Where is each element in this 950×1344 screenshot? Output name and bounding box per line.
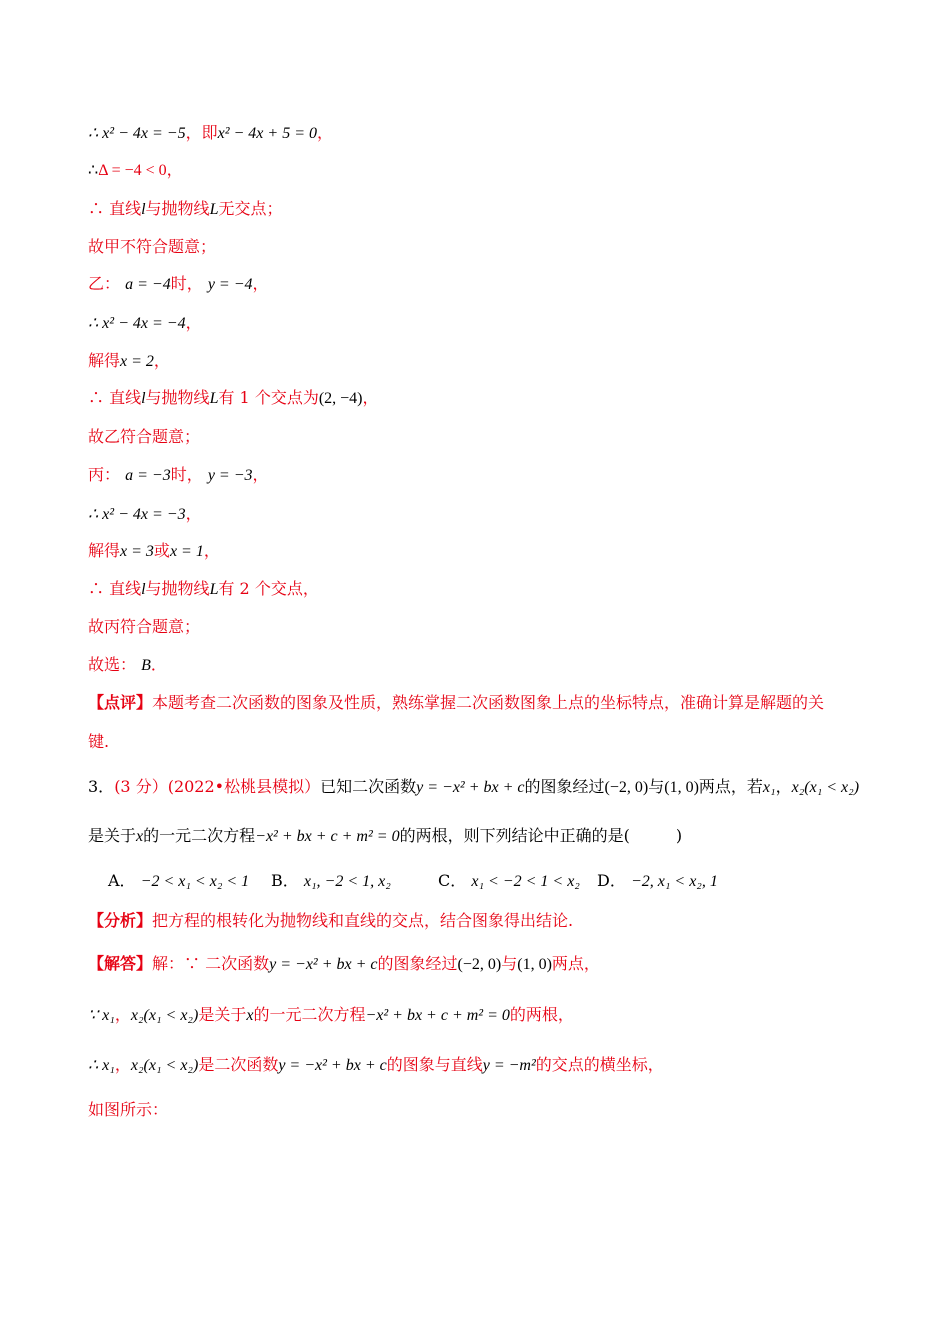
math-var: L: [209, 390, 219, 407]
math-var: x: [246, 1007, 254, 1024]
math-expr: y = −x² + bx + c: [278, 1057, 387, 1074]
text: 是关于: [88, 826, 137, 845]
math-expr: ∴ x² − 4x = −5: [88, 125, 186, 142]
math-expr: (2, −4): [318, 390, 363, 407]
text: 的图象与直线: [386, 1055, 483, 1074]
text: 故选：: [88, 655, 137, 674]
text: ，: [185, 313, 202, 332]
math-expr: y = −x² + bx + c: [416, 779, 525, 796]
text: 与抛物线: [145, 579, 210, 598]
math-expr: (−2, 0): [457, 956, 502, 973]
text: 解得: [88, 541, 121, 560]
math-expr: ∴ x² − 4x = −3: [88, 506, 186, 523]
text: 两点，若: [698, 777, 763, 796]
option-c: [438, 870, 580, 893]
text: 故甲不符合题意；: [88, 237, 217, 256]
option-label: D．: [597, 871, 626, 890]
math-var: l: [141, 390, 146, 407]
solution-line-9: [88, 426, 200, 448]
math-expr: a = −4: [125, 276, 171, 293]
text: 时，: [170, 465, 203, 484]
text: 本题考查二次函数的图象及性质，熟练掌握二次函数图象上点的坐标特点，准确计算是解题的关: [152, 693, 825, 712]
answer-tag: 【解答】: [88, 954, 153, 973]
solution-line-10: [88, 464, 269, 487]
math-expr: x = 3: [120, 543, 154, 560]
text: 乙：: [88, 274, 121, 293]
text: 时，: [170, 274, 203, 293]
text: 解：: [152, 954, 185, 973]
text: 丙：: [88, 465, 121, 484]
solution-line-15: [88, 654, 167, 677]
math-expr: −x² + bx + c + m² = 0: [365, 1007, 510, 1024]
text: 的交点的横坐标，: [535, 1055, 664, 1074]
option-math: −2 < x₁ < x₂ < 1: [140, 873, 250, 890]
text: 与: [648, 777, 665, 796]
math-expr: B: [141, 657, 151, 674]
solution-line-14: [88, 616, 200, 638]
math-var: x: [136, 828, 144, 845]
math-expr: Δ = −4 < 0: [98, 162, 167, 179]
solution-line-12: [88, 540, 220, 563]
text: 把方程的根转化为抛物线和直线的交点，结合图象得出结论.: [152, 911, 574, 930]
text: 的两根，: [509, 1005, 574, 1024]
solution-line-8: [88, 387, 379, 410]
text: 如图所示：: [88, 1100, 169, 1119]
question-number: 3．: [88, 777, 115, 796]
analysis-tag: 【分析】: [88, 911, 153, 930]
math-expr: a = −3: [125, 467, 171, 484]
text: 无交点；: [218, 199, 283, 218]
math-expr: x₂(x₁ < x₂): [791, 779, 860, 796]
text: 解得: [88, 351, 121, 370]
text: 已知二次函数: [320, 777, 417, 796]
text: 的两根，则下列结论中正确的是(: [399, 826, 630, 845]
question-line-1: [88, 776, 859, 799]
math-expr: x₂(x₁ < x₂): [130, 1057, 199, 1074]
math-expr: y = −4: [207, 276, 253, 293]
math-expr: (1, 0): [664, 779, 699, 796]
text: ，: [153, 351, 170, 370]
comment-tag: 【点评】: [88, 693, 153, 712]
text: ，: [203, 541, 220, 560]
text: ，: [316, 123, 333, 142]
text: 有 1 个交点为: [218, 388, 319, 407]
option-a: [108, 870, 249, 893]
solution-line-2: [88, 159, 183, 182]
text: ，: [775, 777, 792, 796]
math-expr: ∴ x² − 4x = −4: [88, 315, 186, 332]
math-expr: y = −x² + bx + c: [269, 956, 378, 973]
solution-line-1: [88, 122, 333, 145]
text: 与抛物线: [145, 199, 210, 218]
text: 的一元二次方程: [253, 1005, 366, 1024]
text: 与: [501, 954, 518, 973]
text: ，: [114, 1055, 131, 1074]
math-expr: (1, 0): [517, 956, 552, 973]
text: 与抛物线: [145, 388, 210, 407]
math-var: L: [209, 581, 219, 598]
question-line-2: [88, 825, 682, 848]
text: ∵ 二次函数: [184, 954, 270, 973]
solution-line-13: [88, 578, 319, 601]
answer-line-3: [88, 1054, 664, 1077]
text: ，: [252, 465, 269, 484]
text: ，: [166, 160, 183, 179]
solution-line-5: [88, 273, 269, 296]
math-expr: ∵ x₁: [88, 1007, 115, 1024]
answer-line-4: [88, 1099, 168, 1121]
solution-line-6: [88, 312, 202, 335]
text: 故丙符合题意；: [88, 617, 201, 636]
text: 有 2 个交点，: [218, 579, 319, 598]
text: ): [675, 826, 683, 845]
solution-line-4: [88, 236, 216, 258]
text: 或: [153, 541, 170, 560]
option-math: x₁ < −2 < 1 < x₂: [471, 873, 580, 890]
text: ∴ 直线: [88, 388, 142, 407]
solution-line-11: [88, 503, 202, 526]
comment-line: [88, 692, 824, 714]
math-expr: x = 2: [120, 353, 154, 370]
text: ∴ 直线: [88, 579, 142, 598]
math-expr: x = 1: [169, 543, 204, 560]
option-label: A．: [108, 871, 136, 890]
option-d: [597, 870, 718, 893]
text: ，: [185, 504, 202, 523]
text: 键.: [88, 732, 110, 751]
question-source: (3 分）(2022•松桃县模拟）: [114, 777, 321, 796]
text: ，: [362, 388, 379, 407]
solution-line-7: [88, 350, 170, 373]
text: 的图象经过: [524, 777, 605, 796]
math-expr: y = −m²: [482, 1057, 536, 1074]
math-expr: y = −3: [207, 467, 253, 484]
math-expr: x₁: [762, 779, 776, 796]
math-var: l: [141, 201, 146, 218]
text: 故乙符合题意；: [88, 427, 201, 446]
math-var: l: [141, 581, 146, 598]
text: 的一元二次方程: [143, 826, 256, 845]
text: 两点，: [551, 954, 600, 973]
text: ，: [114, 1005, 131, 1024]
option-b: [271, 870, 391, 893]
comment-line-continued: [88, 731, 109, 753]
text: ∴: [88, 160, 99, 179]
math-var: L: [209, 201, 219, 218]
math-expr: ∴ x₁: [88, 1057, 115, 1074]
text: 是关于: [198, 1005, 247, 1024]
answer-line-1: [88, 953, 600, 976]
text: ∴ 直线: [88, 199, 142, 218]
analysis-line: [88, 910, 573, 932]
math-expr: (−2, 0): [604, 779, 649, 796]
text: ，: [252, 274, 269, 293]
text: ，即: [185, 123, 218, 142]
text: ．: [150, 655, 167, 674]
option-label: B．: [271, 871, 299, 890]
solution-line-3: [88, 198, 282, 221]
math-expr: x² − 4x + 5 = 0: [217, 125, 317, 142]
option-math: −2, x₁ < x₂, 1: [630, 873, 718, 890]
option-math: x₁, −2 < 1, x₂: [303, 873, 391, 890]
option-label: C．: [438, 871, 467, 890]
answer-line-2: [88, 1004, 574, 1027]
text: 的图象经过: [377, 954, 458, 973]
math-expr: −x² + bx + c + m² = 0: [255, 828, 400, 845]
math-expr: x₂(x₁ < x₂): [130, 1007, 199, 1024]
text: 是二次函数: [198, 1055, 279, 1074]
